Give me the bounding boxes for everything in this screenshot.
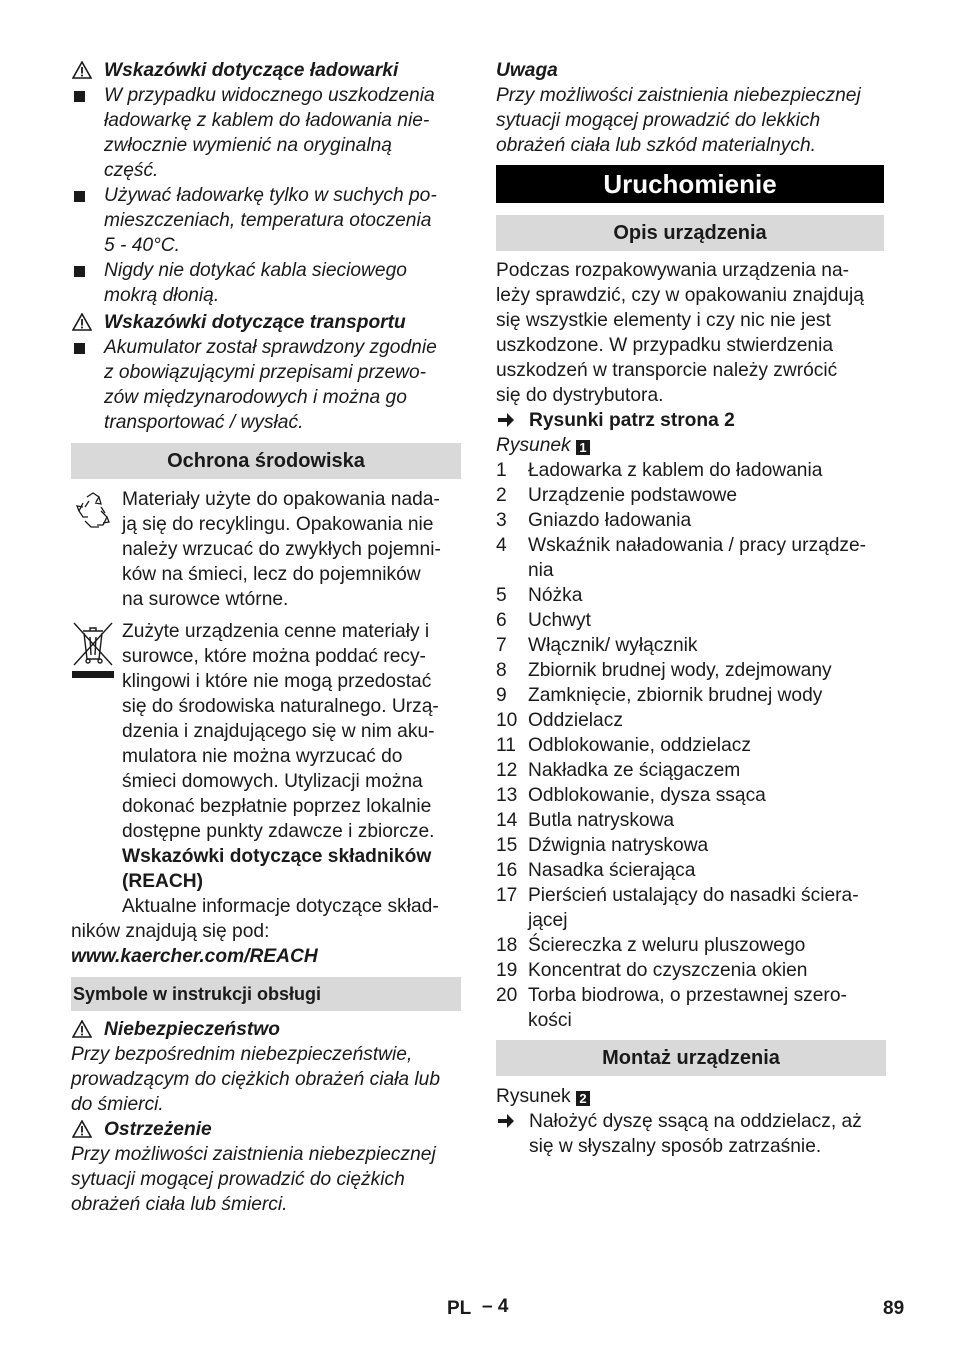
bullet-square-icon (74, 191, 85, 202)
weee-text: się do środowiska naturalnego. Urzą- (122, 696, 439, 717)
part-label: Pierścień ustalający do nasadki ściera- (528, 885, 859, 906)
part-label: kości (528, 1010, 572, 1031)
part-label: Oddzielacz (528, 710, 623, 731)
footer-local-page: – 4 (482, 1296, 509, 1317)
caution-text: Przy możliwości zaistnienia niebezpiecznej (496, 85, 861, 106)
weee-text: dzenia i znajdującego się w nim aku- (122, 721, 435, 742)
bullet-text: zwłocznie wymienić na oryginalną (104, 135, 392, 156)
assembly-section-heading: Montaż urządzenia (496, 1040, 886, 1076)
description-section-heading: Opis urządzenia (496, 215, 884, 251)
parts-list-item (496, 658, 886, 683)
recycling-text: należy wrzucać do zwykłych pojemni- (122, 539, 441, 560)
part-label: Urządzenie podstawowe (528, 485, 738, 506)
figure-1-label: Rysunek 1 (496, 433, 886, 458)
reach-text: Aktualne informacje dotyczące skład- (122, 896, 439, 917)
part-number: 3 (496, 510, 507, 531)
weee-text: klingowi i które nie mogą przedostać (122, 671, 432, 692)
warning-triangle-icon (72, 61, 92, 79)
bullet-text: Używać ładowarkę tylko w suchych po- (104, 185, 437, 206)
parts-list-item (496, 733, 886, 758)
parts-list (496, 458, 886, 1033)
description-text: się do dystrybutora. (496, 385, 664, 406)
warning-text: sytuacji mogącej prowadzić do ciężkich (71, 1169, 405, 1190)
danger-heading: Niebezpieczeństwo (71, 1017, 461, 1042)
part-number: 20 (496, 985, 518, 1006)
parts-list-item (496, 833, 886, 858)
environment-section-heading: Ochrona środowiska (71, 443, 461, 479)
parts-list-item (496, 483, 886, 508)
weee-text: dostępne punkty zdawcze i zbiorcze. (122, 821, 435, 842)
part-number: 11 (496, 735, 516, 756)
footer-language: PL (447, 1298, 472, 1319)
danger-text: prowadzącym do ciężkich obrażeń ciała lub (71, 1069, 441, 1090)
startup-title: Uruchomienie (496, 165, 884, 203)
weee-text: śmieci domowych. Utylizacji można (122, 771, 423, 792)
weee-note (71, 619, 461, 919)
parts-list-item (496, 683, 886, 708)
part-number: 4 (496, 535, 507, 556)
reach-heading: (REACH) (122, 871, 204, 892)
weee-text: mulatora nie można wyrzucać do (122, 746, 403, 767)
reach-link[interactable]: www.kaercher.com/REACH (71, 946, 318, 967)
left-column (71, 58, 461, 1217)
arrow-right-icon (497, 412, 515, 428)
danger-text: Przy bezpośrednim niebezpieczeństwie, (71, 1044, 413, 1065)
part-label: Zbiornik brudnej wody, zdejmowany (528, 660, 832, 681)
parts-list-item (496, 933, 886, 958)
warning-text: obrażeń ciała lub śmierci. (71, 1194, 288, 1215)
parts-list-item (496, 458, 886, 483)
recycling-text: na surowce wtórne. (122, 589, 289, 610)
caution-heading: Uwaga (496, 60, 558, 81)
part-label: Dźwignia natryskowa (528, 835, 709, 856)
arrow-right-icon (497, 1113, 515, 1129)
reach-text: ników znajdują się pod: (71, 921, 270, 942)
part-label: nia (528, 560, 554, 581)
bullet-text: Akumulator został sprawdzony zgodnie (104, 337, 437, 358)
description-text: leży sprawdzić, czy w opakowaniu znajdują (496, 285, 864, 306)
part-label: Ściereczka z weluru pluszowego (528, 935, 806, 956)
charger-bullet (71, 258, 461, 308)
parts-list-item (496, 858, 886, 883)
reach-heading: Wskazówki dotyczące składników (122, 846, 432, 867)
bullet-text: Nigdy nie dotykać kabla sieciowego (104, 260, 407, 281)
warning-triangle-icon (72, 313, 92, 331)
parts-list-item (496, 983, 886, 1033)
part-number: 12 (496, 760, 518, 781)
footer-page-number: 89 (883, 1298, 905, 1319)
parts-list-item (496, 883, 886, 933)
caution-text: sytuacji mogącej prowadzić do lekkich (496, 110, 821, 131)
recycling-text: ją się do recyklingu. Opakowania nie (122, 514, 434, 535)
bullet-text: W przypadku widocznego uszkodzenia (104, 85, 435, 106)
symbols-section-heading: Symbole w instrukcji obsługi (71, 977, 461, 1011)
weee-text: Zużyte urządzenia cenne materiały i (122, 621, 430, 642)
part-label: Nakładka ze ściągaczem (528, 760, 741, 781)
part-label: jącej (528, 910, 568, 931)
description-text: Podczas rozpakowywania urządzenia na- (496, 260, 850, 281)
part-label: Torba biodrowa, o przestawnej szero- (528, 985, 847, 1006)
part-number: 15 (496, 835, 518, 856)
warning-triangle-icon (72, 1020, 92, 1038)
description-paragraph (496, 258, 886, 408)
part-label: Zamknięcie, zbiornik brudnej wody (528, 685, 823, 706)
danger-text: do śmierci. (71, 1094, 164, 1115)
right-column (496, 58, 886, 1159)
parts-list-item (496, 633, 886, 658)
bullet-square-icon (74, 343, 85, 354)
description-text: uszkodzone. W przypadku stwierdzenia (496, 335, 834, 356)
charger-bullet (71, 83, 461, 183)
part-label: Nóżka (528, 585, 583, 606)
charger-bullet (71, 183, 461, 258)
warning-text: Przy możliwości zaistnienia niebezpiecznej (71, 1144, 436, 1165)
bullet-text: mokrą dłonią. (104, 285, 220, 306)
bullet-text: z obowiązującymi przepisami przewo- (104, 362, 427, 383)
part-number: 9 (496, 685, 507, 706)
part-number: 13 (496, 785, 518, 806)
bullet-text: transportować / wysłać. (104, 412, 304, 433)
figure-number-badge: 1 (576, 440, 590, 455)
parts-list-item (496, 533, 886, 583)
weee-text: surowce, które można poddać recy- (122, 646, 426, 667)
caution-text: obrażeń ciała lub szkód materialnych. (496, 135, 816, 156)
part-number: 17 (496, 885, 518, 906)
assembly-step-text: Nałożyć dyszę ssącą na oddzielacz, aż (529, 1111, 862, 1132)
bullet-text: część. (104, 160, 159, 181)
bullet-text: 5 - 40°C. (104, 235, 180, 256)
transport-bullet (71, 335, 461, 435)
figure-2-label: Rysunek 2 (496, 1084, 886, 1109)
parts-list-item (496, 608, 886, 633)
part-label: Ładowarka z kablem do ładowania (528, 460, 823, 481)
figure-number-badge: 2 (576, 1091, 590, 1106)
figures-reference: Rysunki patrz strona 2 (496, 408, 886, 433)
part-label: Butla natryskowa (528, 810, 675, 831)
part-number: 16 (496, 860, 518, 881)
part-label: Nasadka ścierająca (528, 860, 696, 881)
parts-list-item (496, 508, 886, 533)
part-label: Uchwyt (528, 610, 591, 631)
part-label: Koncentrat do czyszczenia okien (528, 960, 808, 981)
part-number: 19 (496, 960, 518, 981)
bullet-text: ładowarkę z kablem do ładowania nie- (104, 110, 430, 131)
parts-list-item (496, 958, 886, 983)
parts-list-item (496, 808, 886, 833)
recycling-icon (71, 489, 115, 533)
part-label: Wskaźnik naładowania / pracy urządze- (528, 535, 867, 556)
weee-text: dokonać bezpłatnie poprzez lokalnie (122, 796, 432, 817)
bullet-text: mieszczeniach, temperatura otoczenia (104, 210, 432, 231)
part-number: 5 (496, 585, 507, 606)
recycling-text: Materiały użyte do opakowania nada- (122, 489, 440, 510)
parts-list-item (496, 708, 886, 733)
warning-triangle-icon (72, 1120, 92, 1138)
description-text: się wszystkie elementy i czy nic nie jest (496, 310, 831, 331)
part-number: 14 (496, 810, 518, 831)
part-number: 1 (496, 460, 507, 481)
crossed-bin-icon (71, 619, 115, 681)
assembly-step (496, 1109, 886, 1159)
part-number: 8 (496, 660, 507, 681)
recycling-note (71, 487, 461, 612)
part-label: Gniazdo ładowania (528, 510, 692, 531)
charger-safety-heading: Wskazówki dotyczące ładowarki (71, 58, 461, 83)
part-label: Włącznik/ wyłącznik (528, 635, 698, 656)
part-number: 7 (496, 635, 507, 656)
part-number: 6 (496, 610, 507, 631)
part-label: Odblokowanie, dysza ssąca (528, 785, 766, 806)
bullet-text: zów międzynarodowych i można go (104, 387, 407, 408)
bullet-square-icon (74, 91, 85, 102)
part-number: 2 (496, 485, 507, 506)
part-number: 18 (496, 935, 518, 956)
part-label: Odblokowanie, oddzielacz (528, 735, 751, 756)
recycling-text: ków na śmieci, lecz do pojemników (122, 564, 421, 585)
part-number: 10 (496, 710, 518, 731)
parts-list-item (496, 783, 886, 808)
description-text: uszkodzeń w transporcie należy zwrócić (496, 360, 838, 381)
bullet-square-icon (74, 266, 85, 277)
parts-list-item (496, 583, 886, 608)
parts-list-item (496, 758, 886, 783)
assembly-step-text: się w słyszalny sposób zatrzaśnie. (529, 1136, 822, 1157)
transport-safety-heading: Wskazówki dotyczące transportu (71, 310, 461, 335)
warning-heading: Ostrzeżenie (71, 1117, 461, 1142)
